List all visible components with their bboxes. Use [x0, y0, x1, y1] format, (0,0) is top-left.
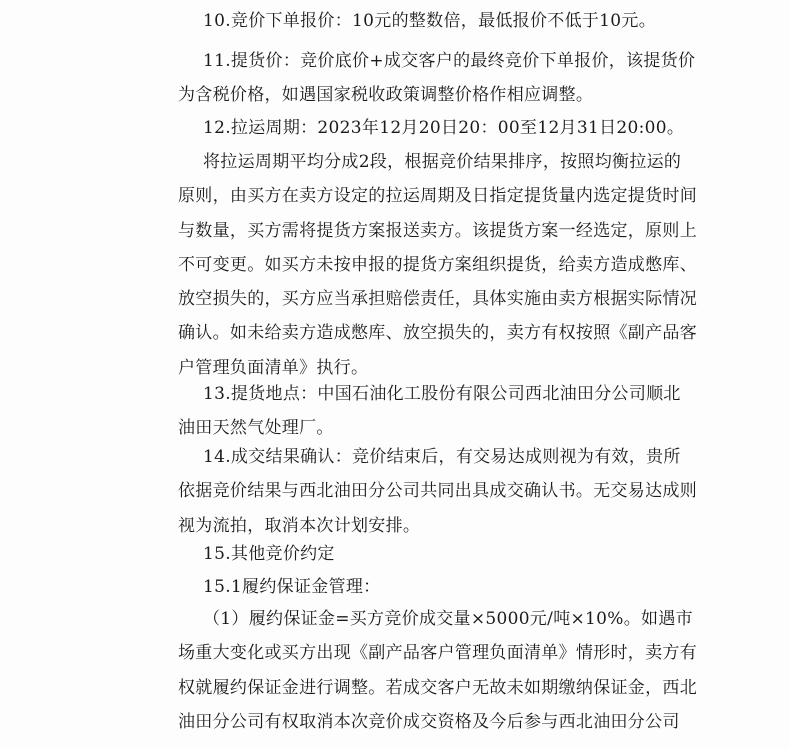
- text-line: 10.竞价下单报价：10元的整数倍，最低报价不低于10元。: [203, 11, 656, 31]
- paragraph-item-15: [0, 537, 789, 571]
- text-line: 15.其他竞价约定: [203, 544, 335, 564]
- text-line: 确认。如未给卖方造成憋库、放空损失的，卖方有权按照《副产品客: [178, 323, 697, 344]
- text-line: 放空损失的，买方应当承担赔偿责任，具体实施由卖方根据实际情况: [178, 289, 697, 310]
- text-line: 为含税价格，如遇国家税收政策调整价格作相应调整。: [178, 85, 594, 106]
- paragraph-item-15-1: [0, 570, 789, 604]
- paragraph-item-10: [0, 4, 789, 38]
- text-line: 权就履约保证金进行调整。若成交客户无故未如期缴纳保证金，西北: [178, 677, 697, 698]
- text-line: 11.提货价：竞价底价+成交客户的最终竞价下单报价，该提货价: [203, 51, 696, 71]
- text-line: 油田天然气处理厂。: [178, 418, 334, 439]
- paragraph-item-13: [0, 377, 789, 446]
- paragraph-item-14: [0, 440, 789, 543]
- text-line: （1）履约保证金=买方竞价成交量×5000元/吨×10%。如遇市: [203, 609, 693, 629]
- text-line: 油田分公司有权取消本次竞价成交资格及今后参与西北油田分公司: [178, 711, 680, 732]
- text-line: 场重大变化或买方出现《副产品客户管理负面清单》情形时，卖方有: [178, 643, 697, 664]
- paragraph-shipping-cycle: [0, 145, 789, 385]
- text-line: 视为流拍，取消本次计划安排。: [178, 515, 421, 536]
- text-line: 13.提货地点：中国石油化工股份有限公司西北油田分公司顺北: [203, 384, 681, 404]
- paragraph-item-12: [0, 111, 789, 145]
- paragraph-item-11: [0, 44, 789, 113]
- text-line: 原则，由买方在卖方设定的拉运周期及日指定提货量内选定提货时间: [178, 186, 697, 207]
- text-line: 将拉运周期平均分成2段，根据竞价结果排序，按照均衡拉运的: [203, 152, 682, 172]
- text-line: 14.成交结果确认：竞价结束后，有交易达成则视为有效，贵所: [203, 447, 681, 467]
- text-line: 15.1履约保证金管理：: [203, 577, 381, 597]
- text-line: 依据竞价结果与西北油田分公司共同出具成交确认书。无交易达成则: [178, 481, 697, 502]
- text-line: 户管理负面清单》执行。: [178, 357, 369, 378]
- text-line: 12.拉运周期：2023年12月20日20：00至12月31日20:00。: [203, 118, 685, 138]
- paragraph-performance-bond: [0, 602, 789, 739]
- text-line: 与数量，买方需将提货方案报送卖方。该提货方案一经选定，原则上: [178, 220, 697, 241]
- text-line: 不可变更。如买方未按申报的提货方案组织提货，给卖方造成憋库、: [178, 254, 697, 275]
